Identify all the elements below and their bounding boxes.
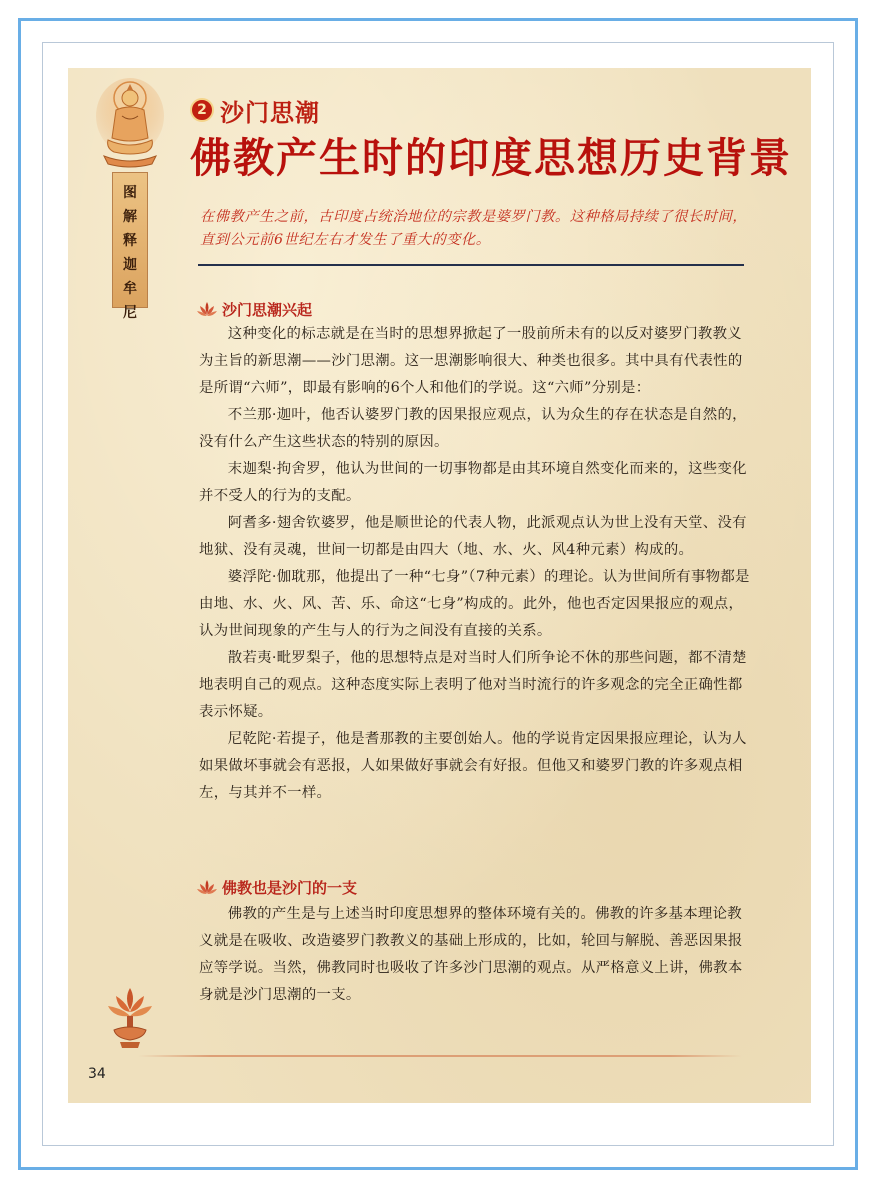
book-page bbox=[68, 68, 811, 1103]
footer-divider bbox=[138, 1055, 742, 1057]
body-paragraph: 尼乾陀·若提子，他是耆那教的主要创始人。他的学说肯定因果报应理论，认为人如果做坏事就会有恶报，人如果做好事就会有好报。但他又和婆罗门教的许多观点相左，与其并不一样。 bbox=[199, 731, 747, 801]
title-divider bbox=[198, 264, 744, 266]
body-paragraph: 散若夷·毗罗梨子，他的思想特点是对当时人们所争论不休的那些问题，都不清楚地表明自己的观点。这种态度实际上表明了他对当时流行的许多观念的完全正确性都表示怀疑。 bbox=[199, 650, 747, 720]
lotus-icon bbox=[196, 301, 218, 317]
body-paragraph: 这种变化的标志就是在当时的思想界掀起了一股前所未有的以反对婆罗门教教义为主旨的新思潮——沙门思潮。这一思潮影响很大、种类也很多。其中具有代表性的是所谓“六师”，即最有影响的6个人和他们的学说。这“六师”分别是： bbox=[199, 326, 743, 396]
side-tab-char: 释 bbox=[123, 233, 137, 249]
body-paragraph: 不兰那·迦叶，他否认婆罗门教的因果报应观点，认为众生的存在状态是自然的，没有什么产生这些状态的特别的原因。 bbox=[199, 407, 747, 450]
body-paragraph: 佛教的产生是与上述当时印度思想界的整体环境有关的。佛教的许多基本理论教义就是在吸收、改造婆罗门教教义的基础上形成的，比如，轮回与解脱、善恶因果报应等学说。当然，佛教同时也吸收了许多沙门思潮的观点。从严格意义上讲，佛教本身就是沙门思潮的一支。 bbox=[199, 906, 743, 1003]
series-side-tab bbox=[112, 172, 148, 321]
body-paragraph: 阿耆多·翅舍钦婆罗，他是顺世论的代表人物，此派观点认为世上没有天堂、没有地狱、没有灵魂，世间一切都是由四大（地、水、火、风4种元素）构成的。 bbox=[199, 515, 747, 558]
section-header bbox=[190, 92, 320, 128]
section-body bbox=[199, 901, 752, 1009]
page-title: 佛教产生时的印度思想历史背景 bbox=[190, 134, 792, 182]
section-number-badge: 2 bbox=[190, 98, 214, 122]
side-tab-char: 牟 bbox=[123, 281, 137, 297]
subheading-buddhism-branch bbox=[196, 874, 357, 900]
body-paragraph: 末迦梨·拘舍罗，他认为世间的一切事物都是由其环境自然变化而来的，这些变化并不受人的行为的支配。 bbox=[199, 461, 747, 504]
side-tab-char: 迦 bbox=[123, 257, 137, 273]
body-paragraph: 婆浮陀·伽耽那，他提出了一种“七身”（7种元素）的理论。认为世间所有事物都是由地、水、火、风、苦、乐、命这“七身”构成的。此外，他也否定因果报应的观点，认为世间现象的产生与人的行为之间没有直接的关系。 bbox=[199, 569, 750, 639]
page-number: 34 bbox=[88, 1066, 106, 1082]
section-label: 沙门思潮 bbox=[220, 98, 320, 127]
buddha-figure-icon bbox=[94, 76, 166, 171]
subheading-text: 佛教也是沙门的一支 bbox=[222, 878, 358, 897]
side-tab-char: 解 bbox=[123, 209, 137, 225]
lotus-icon bbox=[196, 879, 218, 895]
intro-paragraph: 在佛教产生之前，古印度占统治地位的宗教是婆罗门教。这种格局持续了很长时间，直到公元前6世纪左右才发生了重大的变化。 bbox=[200, 209, 748, 248]
side-tab-char: 尼 bbox=[123, 305, 137, 321]
side-tab-char: 图 bbox=[123, 185, 137, 201]
section-body bbox=[199, 321, 752, 807]
lotus-ornament-icon bbox=[104, 984, 156, 1050]
subheading-shamen-rise bbox=[196, 296, 312, 322]
subheading-text: 沙门思潮兴起 bbox=[222, 300, 313, 319]
